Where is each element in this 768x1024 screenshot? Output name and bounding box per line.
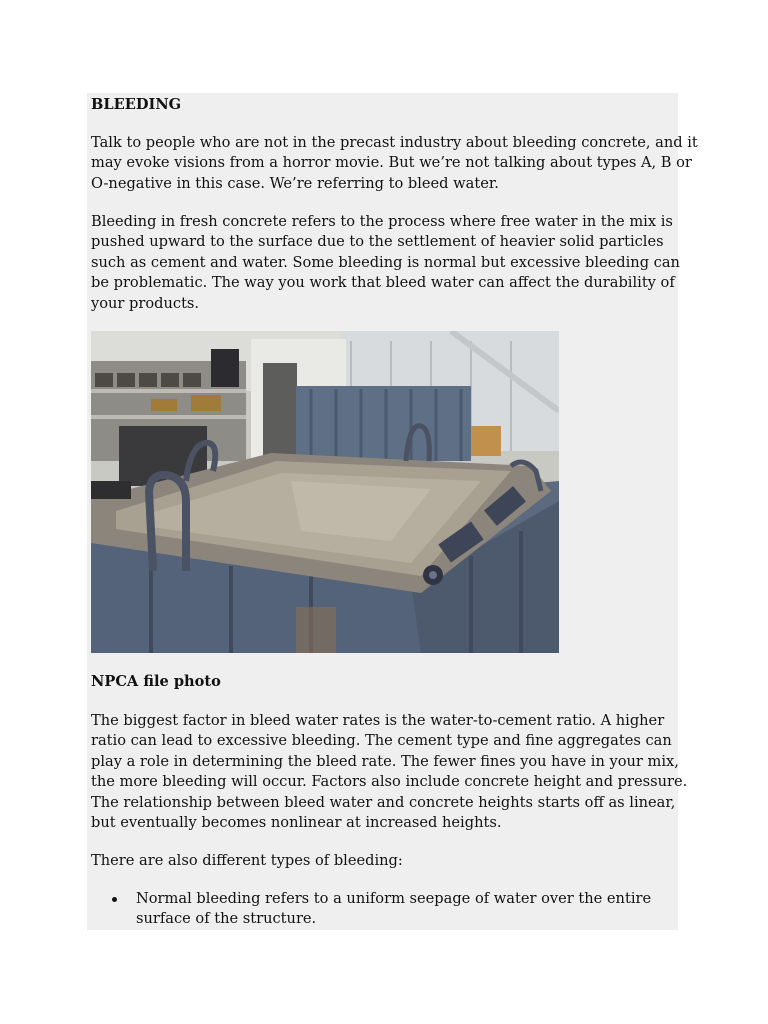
paragraph-line: pushed upward to the surface due to the settlement of heavier solid particles — [91, 233, 664, 251]
paragraph-line: be problematic. The way you work that bleed water can affect the durability of — [91, 274, 675, 292]
factors-paragraph — [91, 711, 688, 833]
paragraph-line: The biggest factor in bleed water rates is the water-to-cement ratio. A higher — [91, 712, 665, 729]
paragraph-line: may evoke visions from a horror movie. But we’re not talking about types A, B or — [91, 154, 692, 172]
list-item-text — [136, 889, 651, 930]
photo-illustration — [91, 331, 559, 653]
paragraph-line: the more bleeding will occur. Factors also include concrete height and pressure. — [91, 773, 688, 791]
types-intro: There are also different types of bleeding: — [91, 852, 403, 869]
paragraph-line: but eventually becomes nonlinear at increased heights. — [91, 814, 502, 832]
paragraph-line: Talk to people who are not in the precast industry about bleeding concrete, and it — [91, 134, 698, 151]
concrete-form-photo — [91, 331, 559, 653]
paragraph-line: ratio can lead to excessive bleeding. The cement type and fine aggregates can — [91, 732, 672, 750]
section-heading: BLEEDING — [91, 96, 182, 113]
paragraph-line: play a role in determining the bleed rate. The fewer fines you have in your mix, — [91, 752, 679, 770]
intro-paragraph — [91, 133, 698, 194]
list-item-line: surface of the structure. — [136, 910, 317, 928]
paragraph-line: O-negative in this case. We’re referring to bleed water. — [91, 174, 499, 192]
document-page — [87, 93, 698, 930]
paragraph-line: your products. — [91, 294, 200, 312]
definition-paragraph — [91, 212, 680, 314]
paragraph-line: such as cement and water. Some bleeding is normal but excessive bleeding can — [91, 253, 680, 271]
paragraph-line: Bleeding in fresh concrete refers to the process where free water in the mix is — [91, 213, 673, 230]
bullet-icon — [112, 897, 117, 902]
list-item-line: Normal bleeding refers to a uniform seepage of water over the entire — [136, 890, 652, 907]
paragraph-line: The relationship between bleed water and concrete heights starts off as linear, — [91, 793, 676, 811]
photo-caption: NPCA file photo — [91, 673, 221, 690]
